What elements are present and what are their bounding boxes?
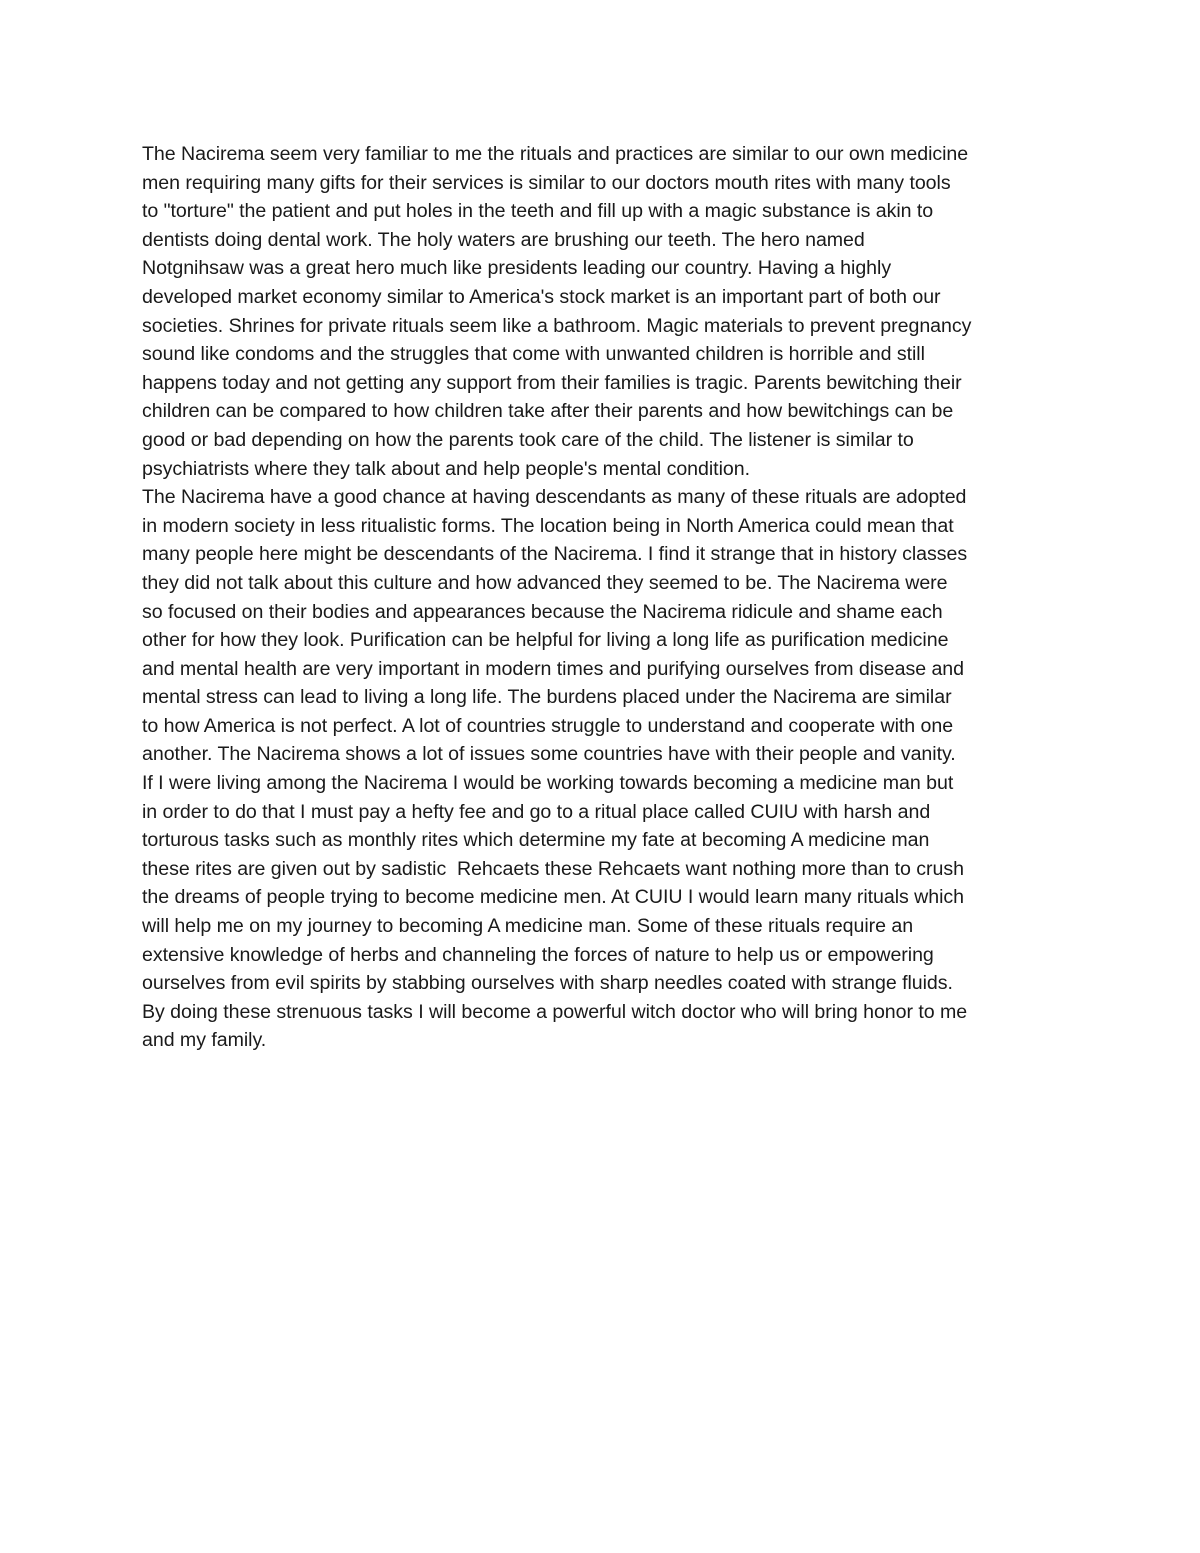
- text-line: The Nacirema seem very familiar to me the rituals and practices are similar to our own medicine: [142, 143, 969, 165]
- text-line: these rites are given out by sadistic Rehcaets these Rehcaets want nothing more than to crush: [142, 857, 964, 880]
- text-line: to "torture" the patient and put holes in the teeth and fill up with a magic substance is akin to: [142, 200, 934, 223]
- text-line: ourselves from evil spirits by stabbing ourselves with sharp needles coated with strange fluids.: [142, 972, 953, 995]
- text-line: many people here might be descendants of the Nacirema. I find it strange that in history classes: [142, 543, 968, 566]
- text-line: in order to do that I must pay a hefty fee and go to a ritual place called CUIU with harsh and: [142, 800, 931, 823]
- text-line: and mental health are very important in modern times and purifying ourselves from disease and: [142, 657, 964, 680]
- text-line: societies. Shrines for private rituals seem like a bathroom. Magic materials to prevent pregnancy: [142, 314, 972, 337]
- text-line: The Nacirema have a good chance at having descendants as many of these rituals are adopted: [142, 486, 967, 509]
- text-line: developed market economy similar to America's stock market is an important part of both our: [142, 285, 941, 308]
- text-line: torturous tasks such as monthly rites which determine my fate at becoming A medicine man: [142, 829, 930, 852]
- text-line: happens today and not getting any support from their families is tragic. Parents bewitching their: [142, 371, 962, 394]
- text-line: men requiring many gifts for their services is similar to our doctors mouth rites with many tools: [142, 171, 951, 194]
- text-line: other for how they look. Purification can be helpful for living a long life as purification medicine: [142, 629, 949, 652]
- text-line: mental stress can lead to living a long life. The burdens placed under the Nacirema are similar: [142, 686, 952, 709]
- text-line: the dreams of people trying to become medicine men. At CUIU I would learn many rituals which: [142, 886, 964, 909]
- text-line: in modern society in less ritualistic forms. The location being in North America could mean that: [142, 514, 954, 537]
- text-line: children can be compared to how children take after their parents and how bewitchings can be: [142, 400, 954, 423]
- text-line: so focused on their bodies and appearances because the Nacirema ridicule and shame each: [142, 600, 943, 623]
- essay-body: [142, 140, 1077, 1055]
- text-line: and my family.: [142, 1029, 267, 1052]
- text-line: to how America is not perfect. A lot of countries struggle to understand and cooperate with one: [142, 714, 954, 737]
- text-line: sound like condoms and the struggles that come with unwanted children is horrible and still: [142, 343, 925, 366]
- text-line: they did not talk about this culture and how advanced they seemed to be. The Nacirema were: [142, 571, 948, 594]
- text-line: psychiatrists where they talk about and help people's mental condition.: [142, 457, 750, 480]
- text-line: dentists doing dental work. The holy waters are brushing our teeth. The hero named: [142, 228, 865, 251]
- text-line: another. The Nacirema shows a lot of issues some countries have with their people and vanity.: [142, 743, 956, 766]
- text-line: By doing these strenuous tasks I will become a powerful witch doctor who will bring honor to me: [142, 1000, 968, 1023]
- text-line: Notgnihsaw was a great hero much like presidents leading our country. Having a highly: [142, 257, 892, 280]
- text-line: If I were living among the Nacirema I would be working towards becoming a medicine man but: [142, 772, 954, 795]
- text-line: good or bad depending on how the parents took care of the child. The listener is similar to: [142, 428, 914, 451]
- text-line: will help me on my journey to becoming A medicine man. Some of these rituals require an: [142, 915, 914, 938]
- text-line: extensive knowledge of herbs and channeling the forces of nature to help us or empowering: [142, 943, 934, 966]
